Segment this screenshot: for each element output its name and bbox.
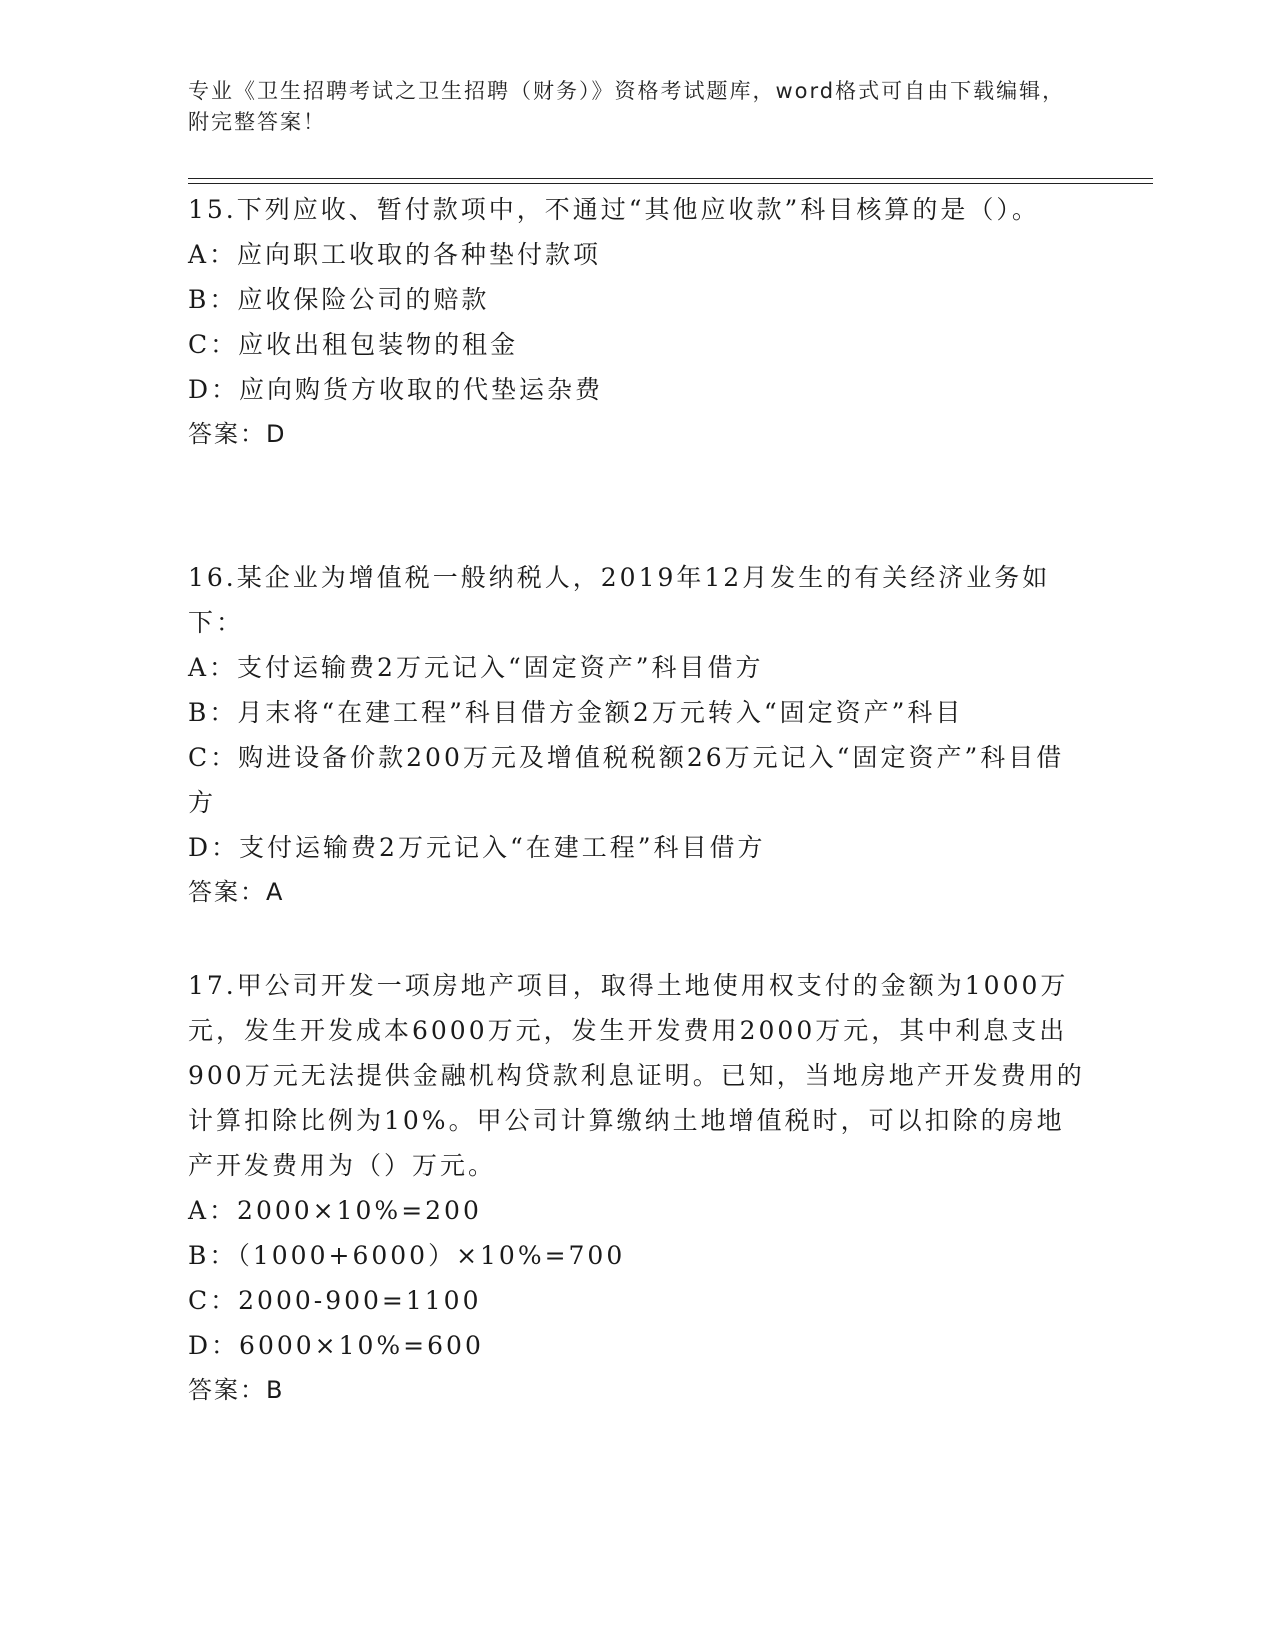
question-stem: 17.甲公司开发一项房地产项目，取得土地使用权支付的金额为1000万元，发生开发成本6000万元，发生开发费用2000万元，其中利息支出900万元无法提供金融机构贷款利息证明。已知，当地房地产开发费用的计算扣除比例为10%。甲公司计算缴纳土地增值税时，可以扣除的房地产开发费用为（）万元。 [188, 971, 1085, 1180]
document-header: 专业《卫生招聘考试之卫生招聘（财务）》资格考试题库，word格式可自由下载编辑，附完整答案！ [188, 79, 1066, 134]
header-divider-bottom [188, 183, 1153, 184]
answer: 答案：B [188, 1376, 285, 1404]
option-a: A：应向职工收取的各种垫付款项 [188, 240, 602, 269]
option-c: C：2000-900=1100 [188, 1286, 482, 1315]
question-16 [188, 555, 1088, 915]
answer: 答案：D [188, 420, 287, 448]
question-15 [188, 187, 1088, 457]
option-d: D：支付运输费2万元记入“在建工程”科目借方 [188, 833, 766, 862]
option-a: A：支付运输费2万元记入“固定资产”科目借方 [188, 653, 764, 682]
header-divider-top [188, 178, 1153, 179]
option-d: D：6000×10%=600 [188, 1331, 484, 1360]
answer: 答案：A [188, 878, 285, 906]
question-stem: 15.下列应收、暂付款项中，不通过“其他应收款”科目核算的是（）。 [188, 195, 1040, 224]
option-d: D：应向购货方收取的代垫运杂费 [188, 375, 604, 404]
question-17 [188, 963, 1088, 1413]
option-c: C：应收出租包装物的租金 [188, 330, 519, 359]
option-b: B：（1000+6000）×10%=700 [188, 1241, 626, 1270]
option-c: C：购进设备价款200万元及增值税税额26万元记入“固定资产”科目借方 [188, 743, 1065, 817]
option-b: B：应收保险公司的赔款 [188, 285, 490, 314]
option-b: B：月末将“在建工程”科目借方金额2万元转入“固定资产”科目 [188, 698, 964, 727]
question-stem: 16.某企业为增值税一般纳税人，2019年12月发生的有关经济业务如下： [188, 563, 1051, 637]
option-a: A：2000×10%=200 [188, 1196, 482, 1225]
